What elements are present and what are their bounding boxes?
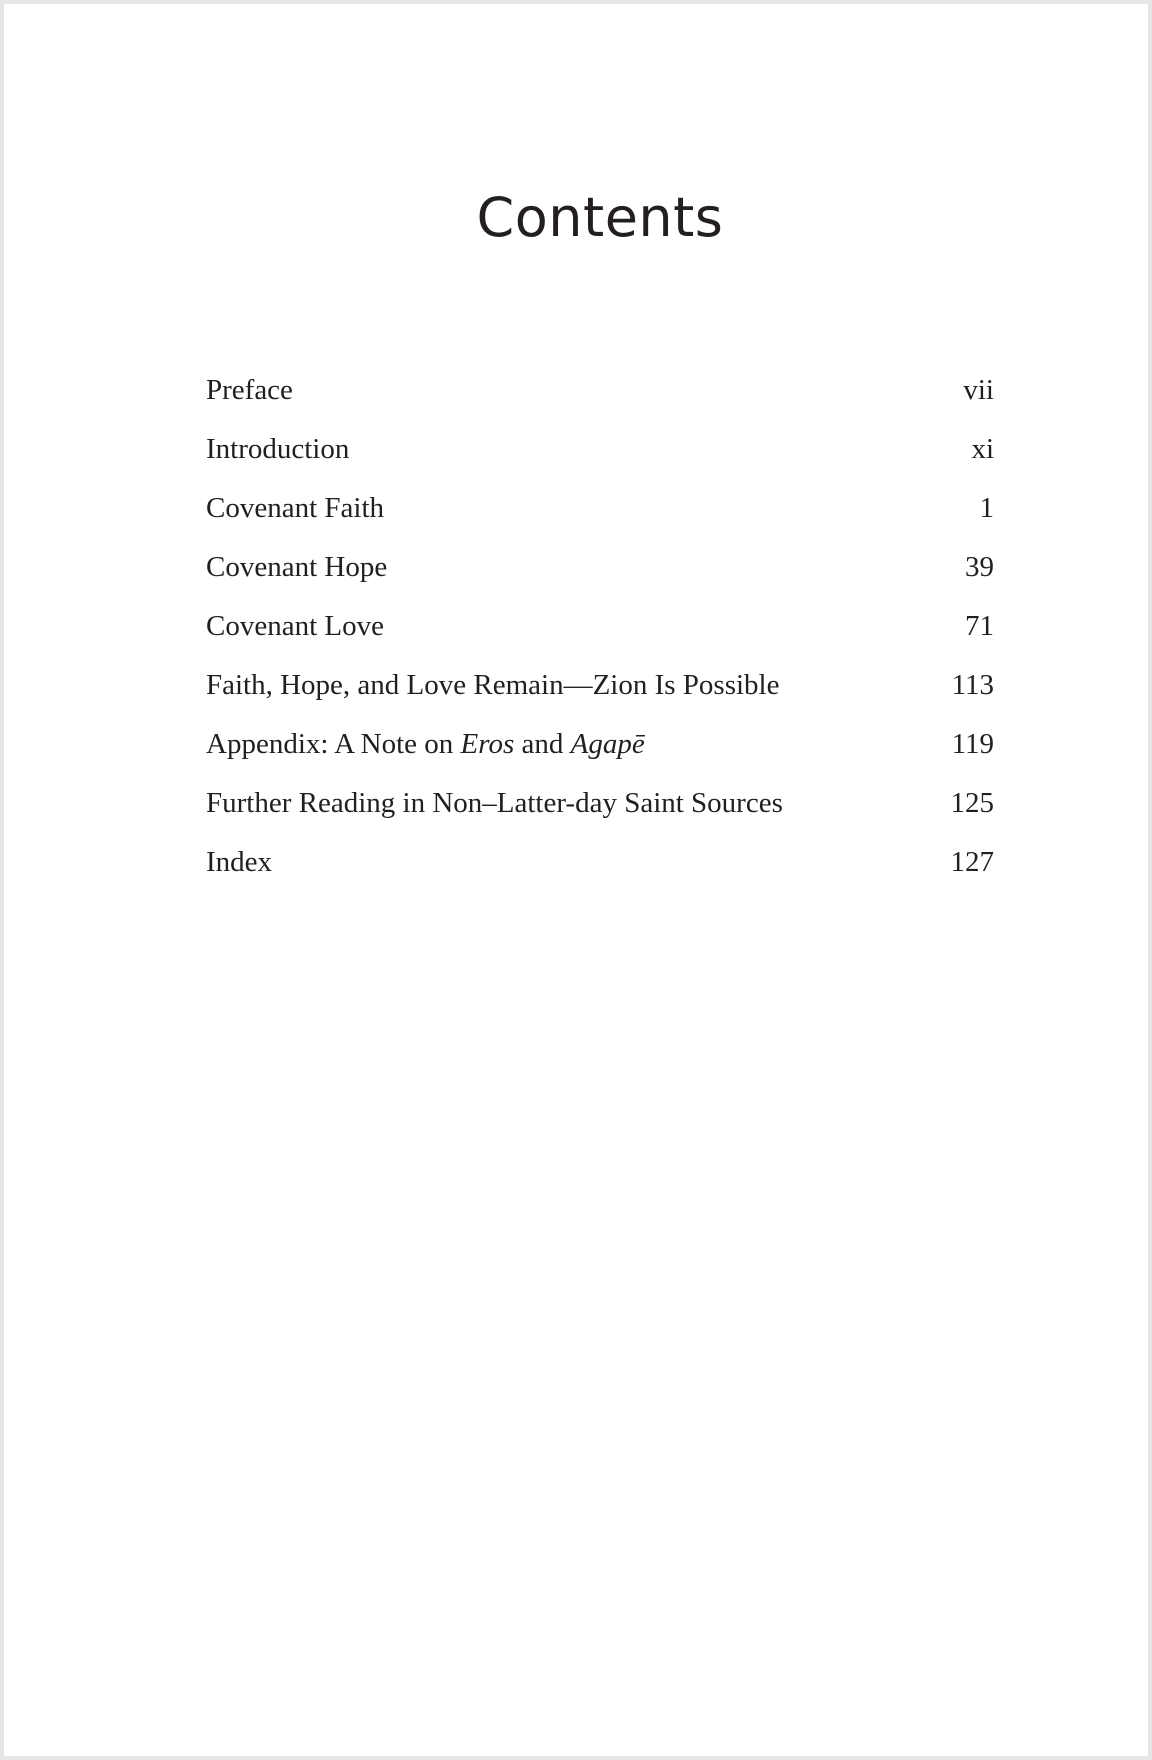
toc-entry-label: Introduction (206, 433, 350, 465)
toc-entry-label: Covenant Love (206, 610, 384, 642)
toc-entry-page-number: 119 (951, 728, 994, 760)
toc-entry-covenant-faith (206, 479, 994, 538)
toc-entry-page-number: vii (963, 374, 994, 406)
toc-label-text: and (514, 728, 571, 760)
toc-entry-label: Index (206, 846, 273, 878)
toc-entry-covenant-love (206, 597, 994, 656)
toc-label-italic-text: Agapē (570, 728, 645, 760)
toc-entry-index (206, 833, 994, 892)
toc-entry-page-number: 71 (965, 610, 994, 642)
toc-entry-faith-hope-love-remain (206, 656, 994, 715)
toc-label-text: Appendix: A Note on (206, 728, 461, 760)
toc-entry-label: Covenant Faith (206, 492, 385, 524)
toc-label-italic-text: Eros (460, 728, 515, 760)
toc-entry-page-number: 113 (951, 669, 994, 701)
toc-entry-label (206, 715, 645, 774)
toc-entry-page-number: xi (971, 433, 994, 465)
toc-entry-page-number: 1 (979, 492, 994, 524)
toc-entry-preface (206, 361, 994, 420)
toc-entry-further-reading (206, 774, 994, 833)
table-of-contents (206, 361, 994, 892)
toc-entry-appendix (206, 715, 994, 774)
toc-entry-label: Faith, Hope, and Love Remain—Zion Is Possible (206, 669, 780, 701)
page-title: Contents (476, 186, 724, 249)
toc-entry-label: Preface (206, 374, 293, 406)
toc-entry-page-number: 127 (950, 846, 994, 878)
toc-entry-covenant-hope (206, 538, 994, 597)
toc-entry-page-number: 125 (950, 787, 994, 819)
toc-entry-page-number: 39 (965, 551, 994, 583)
toc-entry-label: Covenant Hope (206, 551, 388, 583)
toc-entry-introduction (206, 420, 994, 479)
toc-entry-label: Further Reading in Non–Latter-day Saint Sources (206, 787, 783, 819)
